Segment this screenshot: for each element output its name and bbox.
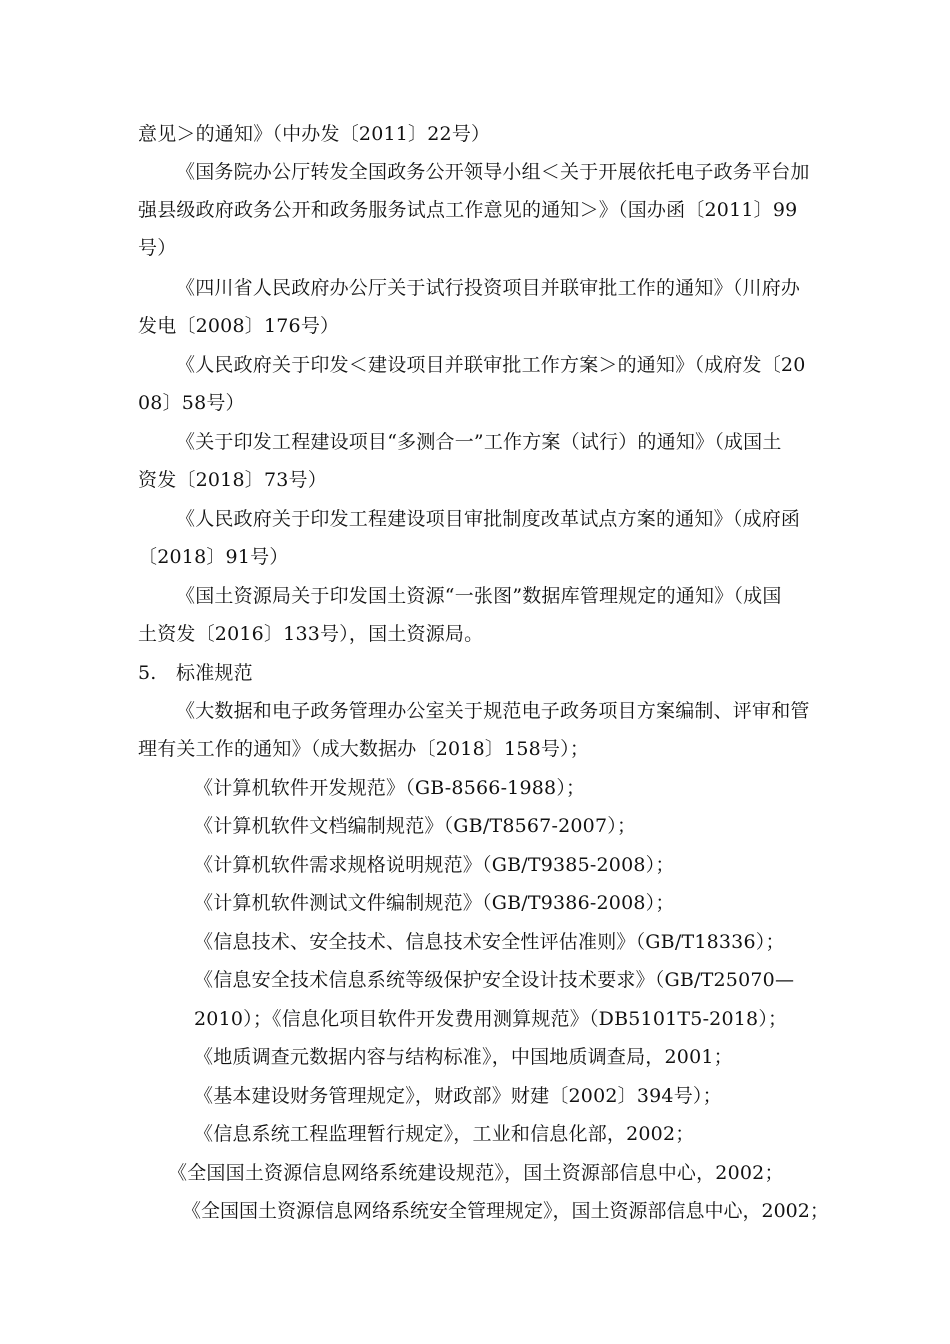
standard-item: 《地质调查元数据内容与结构标准》，中国地质调查局，2001；	[194, 1046, 733, 1068]
standard-item: 《全国国土资源信息网络系统安全管理规定》，国土资源部信息中心，2002；	[182, 1200, 829, 1222]
text-line: 《国务院办公厅转发全国政务公开领导小组＜关于开展依托电子政务平台加	[176, 161, 810, 183]
standard-item: 《全国国土资源信息网络系统建设规范》，国土资源部信息中心，2002；	[168, 1162, 784, 1184]
text-line: 土资发〔2016〕133号），国土资源局。	[138, 623, 484, 645]
standard-item: 《信息安全技术信息系统等级保护安全设计技术要求》（GB/T25070—	[194, 969, 795, 991]
text-line: 《关于印发工程建设项目“多测合一”工作方案（试行）的通知》（成国土	[176, 431, 782, 453]
standard-item: 《信息技术、安全技术、信息技术安全性评估准则》（GB/T18336）；	[194, 931, 785, 953]
section-number: 5.	[138, 662, 157, 684]
standard-item: 《基本建设财务管理规定》，财政部》财建〔2002〕394号）；	[194, 1085, 722, 1107]
text-line: 〔2018〕91号）	[138, 546, 289, 568]
section-title: 标准规范	[176, 662, 253, 684]
text-line: 《大数据和电子政务管理办公室关于规范电子政务项目方案编制、评审和管	[176, 700, 810, 722]
standard-item: 2010）；《信息化项目软件开发费用测算规范》（DB5101T5-2018）；	[194, 1008, 788, 1030]
text-line: 《四川省人民政府办公厅关于试行投资项目并联审批工作的通知》（川府办	[176, 277, 801, 299]
text-line: 资发〔2018〕73号）	[138, 469, 327, 491]
text-line: 意见＞的通知》（中办发〔2011〕22号）	[138, 123, 491, 145]
text-line: 08〕58号）	[138, 392, 245, 414]
standard-item: 《计算机软件文档编制规范》（GB/T8567-2007）；	[194, 815, 637, 837]
section-heading	[138, 661, 253, 685]
standard-item: 《计算机软件需求规格说明规范》（GB/T9385-2008）；	[194, 854, 675, 876]
text-line: 《人民政府关于印发工程建设项目审批制度改革试点方案的通知》（成府函	[176, 508, 801, 530]
text-line: 强县级政府政务公开和政务服务试点工作意见的通知＞》（国办函〔2011〕99	[138, 199, 798, 221]
text-line: 理有关工作的通知》（成大数据办〔2018〕158号）；	[138, 738, 590, 760]
standard-item: 《信息系统工程监理暂行规定》，工业和信息化部，2002；	[194, 1123, 695, 1145]
text-line: 号）	[138, 237, 177, 259]
standard-item: 《计算机软件测试文件编制规范》（GB/T9386-2008）；	[194, 892, 675, 914]
text-line: 发电〔2008〕176号）	[138, 315, 340, 337]
text-line: 《国土资源局关于印发国土资源“一张图”数据库管理规定的通知》（成国	[176, 585, 782, 607]
text-line: 《人民政府关于印发＜建设项目并联审批工作方案＞的通知》（成府发〔20	[176, 354, 806, 376]
standard-item: 《计算机软件开发规范》（GB-8566-1988）；	[194, 777, 586, 799]
